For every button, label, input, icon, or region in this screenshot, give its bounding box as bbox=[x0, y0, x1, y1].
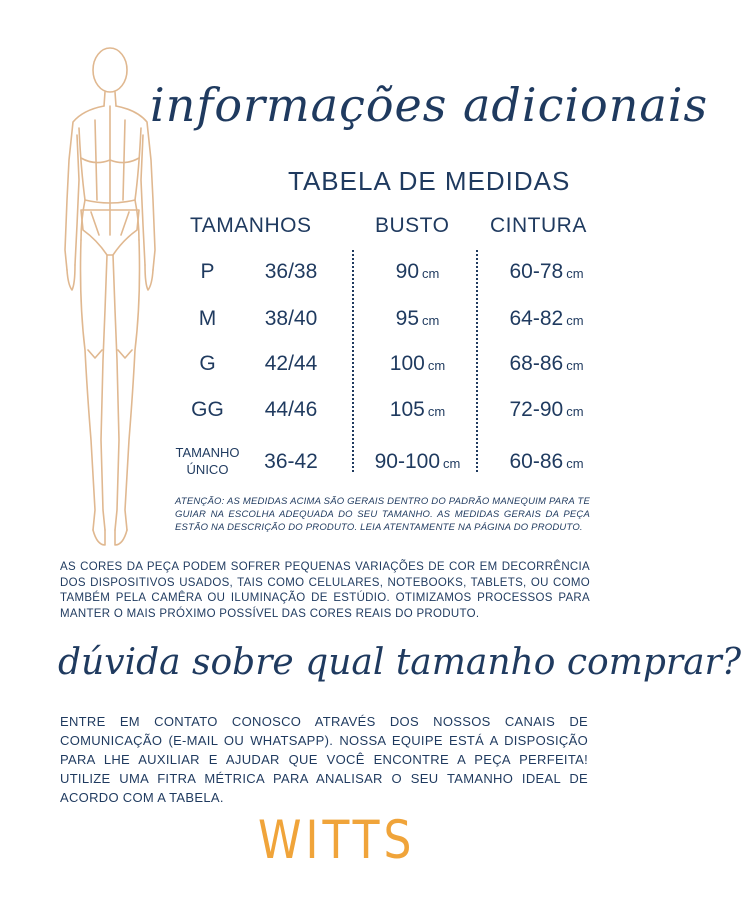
size-label: P bbox=[200, 260, 215, 283]
size-label: TAMANHO ÚNICO bbox=[175, 445, 240, 477]
table-title: TABELA DE MEDIDAS bbox=[288, 166, 571, 196]
brand-logo: WITTS bbox=[258, 809, 416, 872]
page-title: informações adicionais bbox=[150, 78, 709, 132]
cintura-value: 72-90 cm bbox=[509, 398, 584, 421]
cintura-value: 60-86 cm bbox=[509, 450, 584, 473]
busto-value: 90-100 cm bbox=[374, 450, 461, 473]
contact-paragraph: ENTRE EM CONTATO CONOSCO ATRAVÉS DOS NOSSOS CANAIS DE COMUNICAÇÃO (E-MAIL OU WHATSAPP). NOSSA EQUIPE ESTÁ A DISPOSIÇÃO PARA LHE AUXILIAR E AJUDAR QUE VOCÊ ENCONTRE A PEÇA PERFEITA! UTILIZE UMA FITRA MÉTRICA PARA ANALISAR O SEU TAMANHO IDEAL DE ACORDO COM A TABELA. bbox=[60, 714, 588, 805]
cintura-value: 60-78 cm bbox=[509, 260, 584, 283]
size-number: 42/44 bbox=[264, 352, 318, 375]
size-number: 44/46 bbox=[264, 398, 318, 421]
busto-value: 100 cm bbox=[389, 352, 446, 375]
column-header-busto: BUSTO bbox=[375, 214, 450, 237]
busto-value: 90 cm bbox=[395, 260, 440, 283]
table-row bbox=[0, 445, 640, 496]
size-label: GG bbox=[191, 398, 224, 421]
attention-note: ATENÇÃO: AS MEDIDAS ACIMA SÃO GERAIS DENTRO DO PADRÃO MANEQUIM PARA TE GUIAR NA ESCOLHA ADEQUADA DO SEU TAMANHO. AS MEDIDAS GERAIS DA PEÇA ESTÃO NA DESCRIÇÃO DO PRODUTO. LEIA ATENTAMENTE NA PÁGINA DO PRODUTO. bbox=[175, 496, 590, 533]
size-number: 38/40 bbox=[264, 307, 318, 330]
table-row bbox=[0, 352, 640, 398]
table-row bbox=[0, 398, 640, 444]
size-number: 36-42 bbox=[264, 450, 318, 473]
busto-value: 95 cm bbox=[395, 307, 440, 330]
column-header-tamanhos: TAMANHOS bbox=[190, 214, 312, 237]
colors-disclaimer: AS CORES DA PEÇA PODEM SOFRER PEQUENAS VARIAÇÕES DE COR EM DECORRÊNCIA DOS DISPOSITIVOS USADOS, TAIS COMO CELULARES, NOTEBOOKS, TABLETS, OU COMO TAMBÉM PELA CAMÊRA OU ILUMINAÇÃO DE ESTÚDIO. OTIMIZAMOS PROCESSOS PARA MANTER O MAIS PRÓXIMO POSSÍVEL DAS CORES REAIS DO PRODUTO. bbox=[60, 561, 590, 620]
table-row bbox=[0, 260, 640, 306]
size-number: 36/38 bbox=[264, 260, 318, 283]
size-label: G bbox=[199, 352, 216, 375]
cintura-value: 68-86 cm bbox=[509, 352, 584, 375]
table-row bbox=[0, 307, 640, 353]
column-header-cintura: CINTURA bbox=[490, 214, 587, 237]
cintura-value: 64-82 cm bbox=[509, 307, 584, 330]
question-heading: dúvida sobre qual tamanho comprar? bbox=[58, 642, 741, 683]
busto-value: 105 cm bbox=[389, 398, 446, 421]
size-label: M bbox=[198, 307, 217, 330]
